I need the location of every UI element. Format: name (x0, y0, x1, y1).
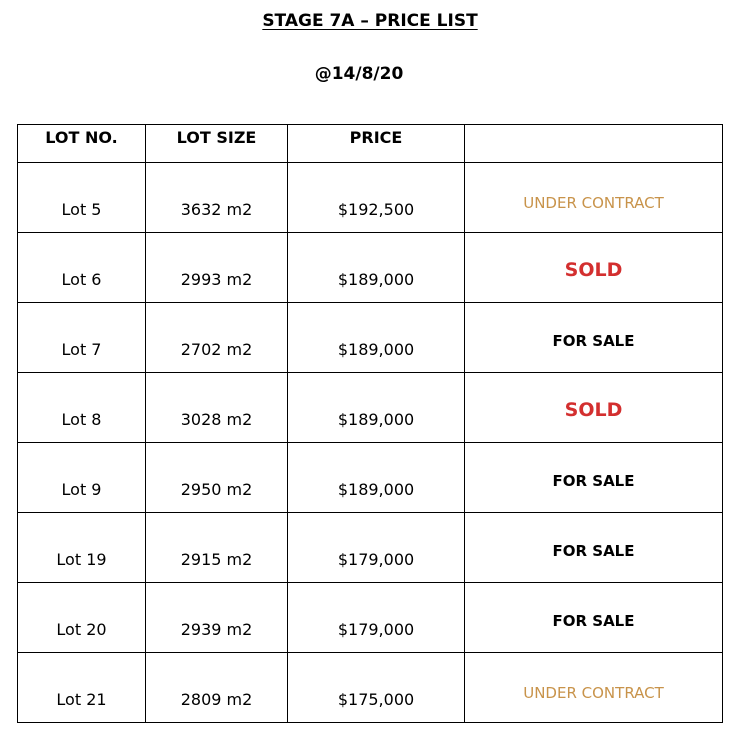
table-row (18, 163, 723, 233)
lot-size: 2915 m2 (180, 550, 253, 569)
lot-number-cell (18, 233, 146, 303)
column-header-lot-size: LOT SIZE (146, 125, 288, 163)
price-cell (288, 653, 465, 723)
table-row (18, 513, 723, 583)
lot-price: $179,000 (337, 620, 415, 639)
lot-size-cell (146, 653, 288, 723)
lot-number: Lot 9 (61, 480, 102, 499)
status-cell (465, 303, 723, 373)
lot-size: 2939 m2 (180, 620, 253, 639)
lot-size: 2993 m2 (180, 270, 253, 289)
lot-size-cell (146, 233, 288, 303)
table-row (18, 373, 723, 443)
page-title: STAGE 7A – PRICE LIST (262, 11, 478, 31)
lot-size-cell (146, 583, 288, 653)
lot-price: $189,000 (337, 480, 415, 499)
lot-size: 2950 m2 (180, 480, 253, 499)
lot-number-cell (18, 373, 146, 443)
status-badge: SOLD (564, 259, 623, 281)
price-list-table (17, 124, 723, 723)
lot-price: $189,000 (337, 410, 415, 429)
status-badge: FOR SALE (552, 542, 635, 560)
lot-size-cell (146, 163, 288, 233)
lot-number-cell (18, 443, 146, 513)
lot-number-cell (18, 653, 146, 723)
lot-number: Lot 7 (61, 340, 102, 359)
lot-number: Lot 6 (61, 270, 102, 289)
table-row (18, 653, 723, 723)
lot-number: Lot 20 (56, 620, 107, 639)
status-cell (465, 513, 723, 583)
status-cell (465, 373, 723, 443)
column-header-lot-no: LOT NO. (18, 125, 146, 163)
table-header-row (18, 125, 723, 163)
status-cell (465, 443, 723, 513)
lot-number: Lot 21 (56, 690, 107, 709)
lot-price: $189,000 (337, 340, 415, 359)
price-list-date: @14/8/20 (314, 64, 404, 84)
lot-number: Lot 19 (56, 550, 107, 569)
status-cell (465, 583, 723, 653)
status-cell (465, 233, 723, 303)
status-cell (465, 163, 723, 233)
lot-size: 2809 m2 (180, 690, 253, 709)
column-header-price: PRICE (288, 125, 465, 163)
lot-size: 3028 m2 (180, 410, 253, 429)
lot-number: Lot 8 (61, 410, 102, 429)
lot-number-cell (18, 163, 146, 233)
lot-size: 2702 m2 (180, 340, 253, 359)
status-cell (465, 653, 723, 723)
price-cell (288, 443, 465, 513)
lot-price: $179,000 (337, 550, 415, 569)
price-cell (288, 163, 465, 233)
table-row (18, 583, 723, 653)
status-badge: FOR SALE (552, 472, 635, 490)
lot-price: $175,000 (337, 690, 415, 709)
price-cell (288, 373, 465, 443)
lot-size-cell (146, 513, 288, 583)
column-header-status (465, 125, 723, 163)
lot-number-cell (18, 303, 146, 373)
price-cell (288, 583, 465, 653)
price-cell (288, 233, 465, 303)
lot-price: $192,500 (337, 200, 415, 219)
price-cell (288, 513, 465, 583)
lot-size: 3632 m2 (180, 200, 253, 219)
lot-number-cell (18, 583, 146, 653)
price-cell (288, 303, 465, 373)
lot-number: Lot 5 (61, 200, 102, 219)
lot-size-cell (146, 303, 288, 373)
status-badge: UNDER CONTRACT (523, 684, 664, 702)
lot-price: $189,000 (337, 270, 415, 289)
status-badge: FOR SALE (552, 332, 635, 350)
status-badge: UNDER CONTRACT (523, 194, 664, 212)
lot-size-cell (146, 373, 288, 443)
lot-size-cell (146, 443, 288, 513)
status-badge: SOLD (564, 399, 623, 421)
lot-number-cell (18, 513, 146, 583)
table-row (18, 233, 723, 303)
table-row (18, 443, 723, 513)
table-row (18, 303, 723, 373)
status-badge: FOR SALE (552, 612, 635, 630)
